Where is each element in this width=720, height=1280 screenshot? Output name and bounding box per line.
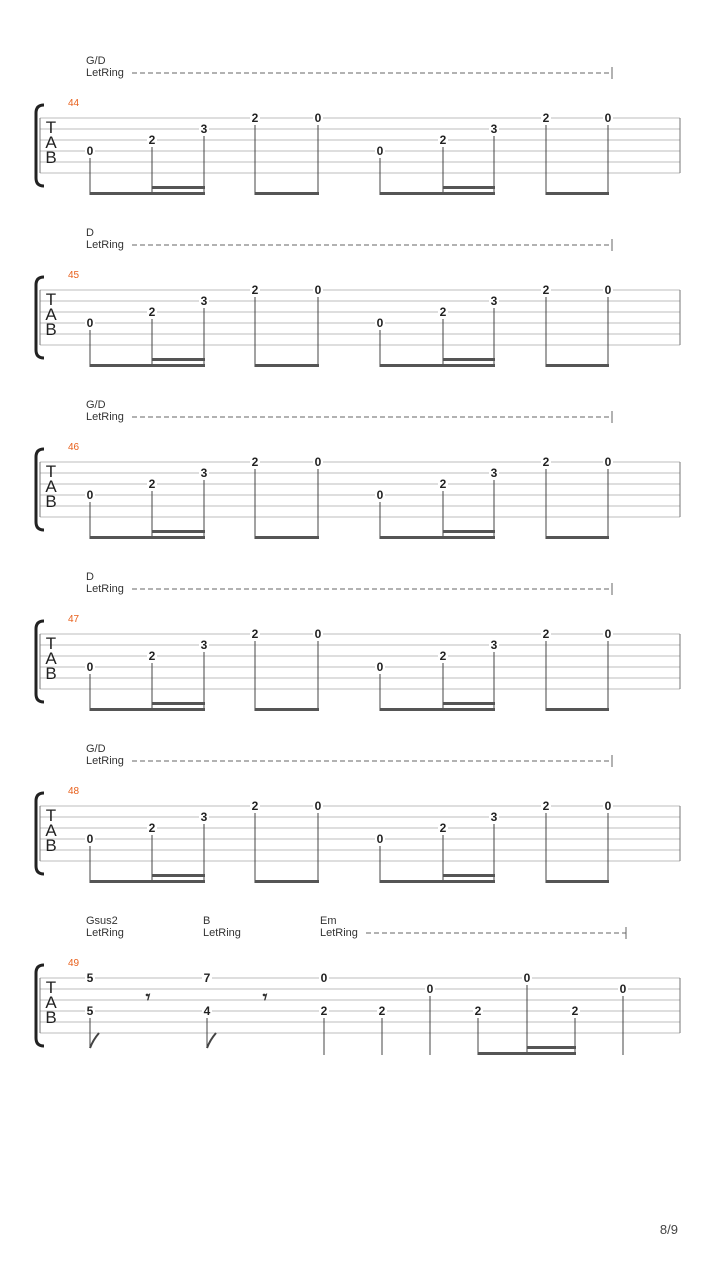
fret-number: 2 [251,111,259,125]
fret-number: 3 [200,638,208,652]
tab-system [36,743,680,883]
chord-name: Gsus2 [86,915,118,927]
beam [380,536,495,539]
beam-secondary [443,702,495,705]
tab-clef-letter: A [45,993,57,1012]
beam [478,1052,576,1055]
letring-label: LetRing [203,927,241,939]
beam [255,880,319,883]
beam-secondary [152,702,205,705]
tab-system [36,915,680,1055]
beam [90,536,205,539]
fret-number: 0 [376,488,384,502]
tab-clef-letter: T [45,462,57,481]
beam [380,364,495,367]
fret-number: 0 [604,627,612,641]
beam-secondary [152,186,205,189]
fret-number: 0 [523,971,531,985]
tab-clef-letter: B [45,320,57,339]
fret-number: 3 [490,122,498,136]
fret-number: 2 [148,477,156,491]
tab-clef-letter: A [45,305,57,324]
fret-number: 0 [86,488,94,502]
fret-number: 2 [378,1004,386,1018]
fret-number: 2 [251,799,259,813]
fret-number: 2 [439,821,447,835]
fret-number: 2 [542,799,550,813]
beam [380,192,495,195]
fret-number: 2 [571,1004,579,1018]
beam [546,536,609,539]
fret-number: 3 [490,294,498,308]
fret-number: 3 [200,294,208,308]
chord-name: G/D [86,55,106,67]
tab-clef-letter: A [45,133,57,152]
fret-number: 0 [320,971,328,985]
tab-clef-letter: B [45,664,57,683]
fret-number: 5 [86,1004,94,1018]
fret-number: 3 [490,810,498,824]
tab-system [36,399,680,539]
chord-name: D [86,227,94,239]
beam-secondary [443,874,495,877]
note-flag [90,1033,99,1048]
letring-label: LetRing [86,927,124,939]
fret-number: 0 [604,111,612,125]
beam [90,708,205,711]
fret-number: 2 [148,649,156,663]
tab-clef-letter: A [45,649,57,668]
tab-system [36,227,680,367]
fret-number: 2 [320,1004,328,1018]
beam-secondary [527,1046,576,1049]
measure-number: 48 [68,786,80,797]
tab-clef-letter: T [45,978,57,997]
fret-number: 2 [474,1004,482,1018]
chord-name: B [203,915,211,927]
fret-number: 0 [314,627,322,641]
fret-number: 0 [86,660,94,674]
beam-secondary [443,186,495,189]
tab-system [36,571,680,711]
beam [255,708,319,711]
letring-label: LetRing [86,411,124,423]
fret-number: 4 [203,1004,211,1018]
fret-number: 0 [376,316,384,330]
measure-number: 49 [68,958,80,969]
beam [90,364,205,367]
beam [255,536,319,539]
beam [380,708,495,711]
fret-number: 0 [604,799,612,813]
beam [90,192,205,195]
note-flag [207,1033,216,1048]
measure-number: 44 [68,98,80,109]
tab-clef-letter: T [45,634,57,653]
beam [255,364,319,367]
fret-number: 2 [542,627,550,641]
beam [546,192,609,195]
fret-number: 3 [490,638,498,652]
tab-clef-letter: T [45,806,57,825]
beam-secondary [152,874,205,877]
letring-label: LetRing [320,927,358,939]
fret-number: 2 [148,305,156,319]
tab-clef-letter: A [45,477,57,496]
chord-name: Em [320,915,337,927]
fret-number: 3 [490,466,498,480]
fret-number: 7 [203,971,211,985]
fret-number: 0 [86,832,94,846]
fret-number: 3 [200,122,208,136]
fret-number: 0 [314,283,322,297]
chord-name: D [86,571,94,583]
tab-clef-letter: B [45,836,57,855]
letring-label: LetRing [86,67,124,79]
fret-number: 2 [251,455,259,469]
measure-number: 45 [68,270,80,281]
beam [380,880,495,883]
fret-number: 2 [148,133,156,147]
fret-number: 2 [542,111,550,125]
beam-secondary [152,530,205,533]
tab-clef-letter: T [45,290,57,309]
beam-secondary [443,358,495,361]
fret-number: 2 [148,821,156,835]
letring-label: LetRing [86,583,124,595]
fret-number: 2 [251,627,259,641]
beam [255,192,319,195]
beam-secondary [443,530,495,533]
fret-number: 0 [314,111,322,125]
fret-number: 2 [251,283,259,297]
fret-number: 0 [619,982,627,996]
fret-number: 0 [604,283,612,297]
page-number: 8/9 [659,1222,678,1237]
fret-number: 0 [314,455,322,469]
tab-system [36,55,680,195]
fret-number: 0 [376,660,384,674]
beam-secondary [152,358,205,361]
fret-number: 0 [376,832,384,846]
beam [546,708,609,711]
beam [546,364,609,367]
fret-number: 5 [86,971,94,985]
fret-number: 0 [86,316,94,330]
measure-number: 46 [68,442,80,453]
fret-number: 2 [439,133,447,147]
eighth-rest: 𝄾 [262,987,268,1007]
fret-number: 3 [200,810,208,824]
fret-number: 3 [200,466,208,480]
fret-number: 2 [439,477,447,491]
fret-number: 0 [314,799,322,813]
chord-name: G/D [86,743,106,755]
fret-number: 2 [439,649,447,663]
tab-clef-letter: B [45,1008,57,1027]
eighth-rest: 𝄾 [145,987,151,1007]
fret-number: 0 [426,982,434,996]
chord-name: G/D [86,399,106,411]
measure-number: 47 [68,614,80,625]
tab-clef-letter: T [45,118,57,137]
fret-number: 0 [376,144,384,158]
letring-label: LetRing [86,755,124,767]
tab-clef-letter: B [45,492,57,511]
tab-clef-letter: B [45,148,57,167]
fret-number: 2 [542,283,550,297]
fret-number: 0 [86,144,94,158]
letring-label: LetRing [86,239,124,251]
fret-number: 2 [439,305,447,319]
beam [90,880,205,883]
beam [546,880,609,883]
fret-number: 2 [542,455,550,469]
tab-clef-letter: A [45,821,57,840]
fret-number: 0 [604,455,612,469]
